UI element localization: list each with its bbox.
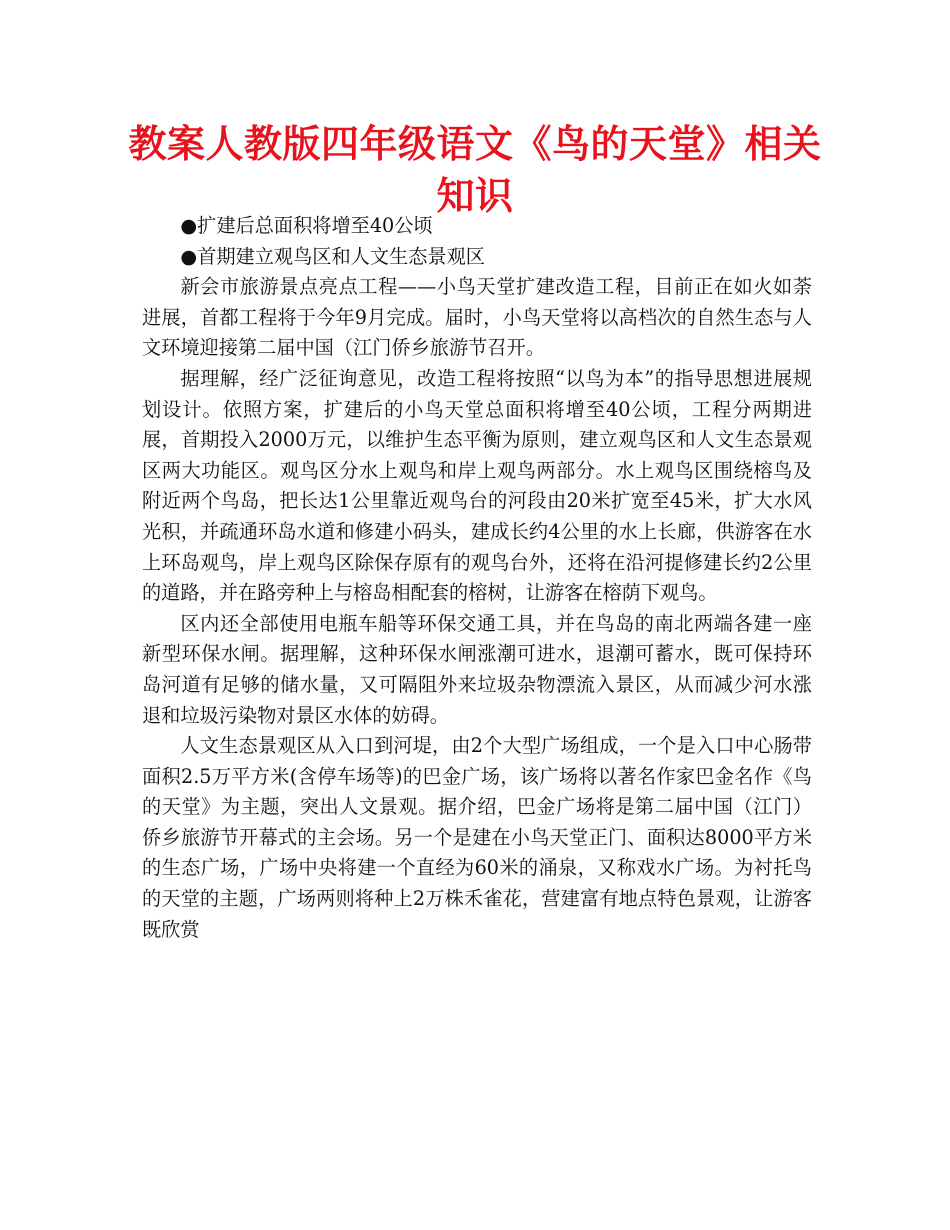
document-title: 教案人教版四年级语文《鸟的天堂》相关知识 bbox=[128, 122, 822, 218]
paragraph: 区内还全部使用电瓶车船等环保交通工具，并在鸟岛的南北两端各建一座新型环保水闸。据理解，这种环保水闸涨潮可进水，退潮可蓄水，既可保持环岛河道有足够的储水量，又可隔阻外来垃圾杂物漂流入景区，从而减少河水涨退和垃圾污染物对景区水体的妨碍。 bbox=[142, 611, 812, 727]
bullet-item: ●扩建后总面积将增至40公顷 bbox=[180, 214, 433, 237]
paragraph: 新会市旅游景点亮点工程——小鸟天堂扩建改造工程，目前正在如火如荼进展，首都工程将于今年9月完成。届时，小鸟天堂将以高档次的自然生态与人文环境迎接第二届中国（江门侨乡旅游节召开。 bbox=[142, 275, 812, 360]
paragraph: 人文生态景观区从入口到河堤，由2个大型广场组成，一个是入口中心肠带面积2.5万平方米(含停车场等)的巴金广场，该广场将以著名作家巴金名作《鸟的天堂》为主题，突出人文景观。据介绍，巴金广场将是第二届中国（江门）侨乡旅游节开幕式的主会场。另一个是建在小鸟天堂正门、面积达8000平方米的生态广场，广场中央将建一个直经为60米的涌泉，又称戏水广场。为衬托鸟的天堂的主题，广场两则将种上2万株禾雀花，营建富有地点特色景观，让游客既欣赏 bbox=[142, 734, 812, 941]
bullet-item: ●首期建立观鸟区和人文生态景观区 bbox=[180, 244, 485, 268]
paragraph: 据理解，经广泛征询意见，改造工程将按照“以鸟为本”的指导思想进展规划设计。依照方案，扩建后的小鸟天堂总面积将增至40公顷，工程分两期进展，首期投入2000万元，以维护生态平衡为原则，建立观鸟区和人文生态景观区两大功能区。观鸟区分水上观鸟和岸上观鸟两部分。水上观鸟区围绕榕鸟及附近两个鸟岛，把长达1公里靠近观鸟台的河段由20米扩宽至45米，扩大水风光积，并疏通环岛水道和修建小码头，建成长约4公里的水上长廊，供游客在水上环岛观鸟，岸上观鸟区除保存原有的观鸟台外，还将在沿河提修建长约2公里的道路，并在路旁种上与榕岛相配套的榕树，让游客在榕荫下观鸟。 bbox=[142, 366, 812, 605]
document-body bbox=[142, 211, 812, 945]
